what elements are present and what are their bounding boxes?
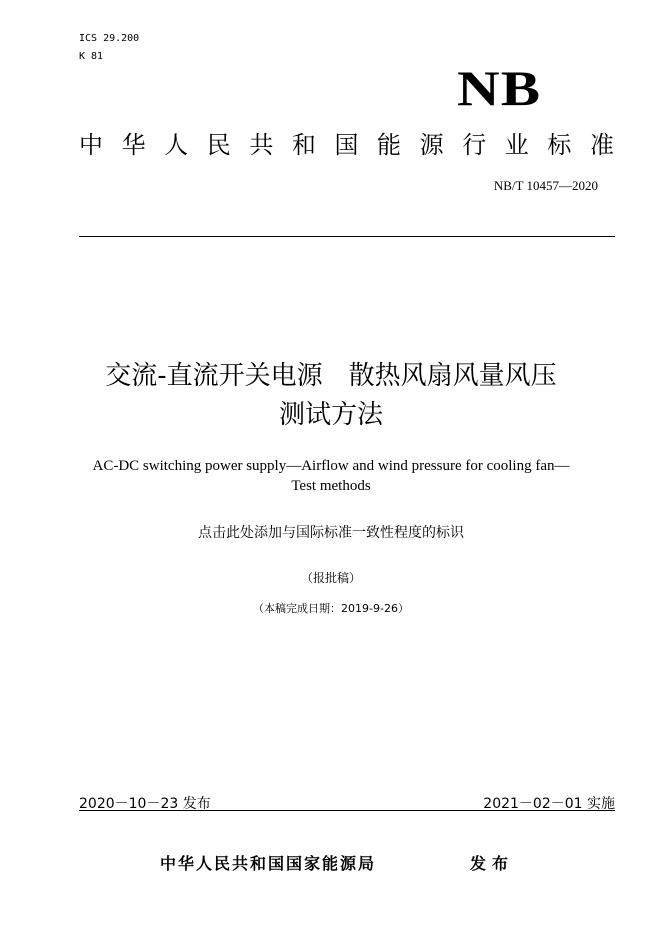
bottom-divider xyxy=(79,810,615,811)
standard-body-char: 准 xyxy=(589,131,614,159)
standard-body-title xyxy=(79,130,614,160)
completion-date: （本稿完成日期：2019-9-26） xyxy=(253,602,409,615)
standard-body-char: 行 xyxy=(462,131,487,159)
standard-body-char: 华 xyxy=(121,131,146,159)
intl-consistency-placeholder[interactable]: 点击此处添加与国际标准一致性程度的标识 xyxy=(198,525,464,541)
ics-code: ICS 29.200 xyxy=(79,33,140,44)
implement-date: 2021－02－01 实施 xyxy=(483,796,615,812)
standard-body-char: 中 xyxy=(79,131,103,159)
standard-body-char: 业 xyxy=(504,131,529,159)
approval-status: （报批稿） xyxy=(300,571,361,585)
issue-label: 发布 xyxy=(470,854,515,873)
issuer-name: 中华人民共和国国家能源局 xyxy=(160,854,377,873)
title-zh-line2: 测试方法 xyxy=(278,400,383,430)
standard-body-char: 源 xyxy=(419,131,444,159)
title-zh-line1: 交流-直流开关电源 散热风扇风量风压 xyxy=(105,361,557,391)
standard-body-char: 和 xyxy=(291,131,316,159)
publish-date: 2020－10－23 发布 xyxy=(79,796,211,812)
title-en-line1: AC-DC switching power supply—Airflow and wind pressure for cooling fan— xyxy=(92,458,570,474)
classification-code: K 81 xyxy=(79,51,104,62)
nb-logo: NB xyxy=(457,60,542,116)
standard-body-char: 民 xyxy=(206,131,231,159)
standard-body-char: 人 xyxy=(164,131,189,159)
standard-body-char: 国 xyxy=(334,131,359,159)
title-en-line2: Test methods xyxy=(291,478,371,494)
top-divider xyxy=(79,236,615,237)
standard-body-char: 标 xyxy=(547,131,572,159)
standard-number: NB/T 10457—2020 xyxy=(493,178,598,193)
standard-body-char: 共 xyxy=(249,131,274,159)
standard-body-char: 能 xyxy=(377,131,402,159)
